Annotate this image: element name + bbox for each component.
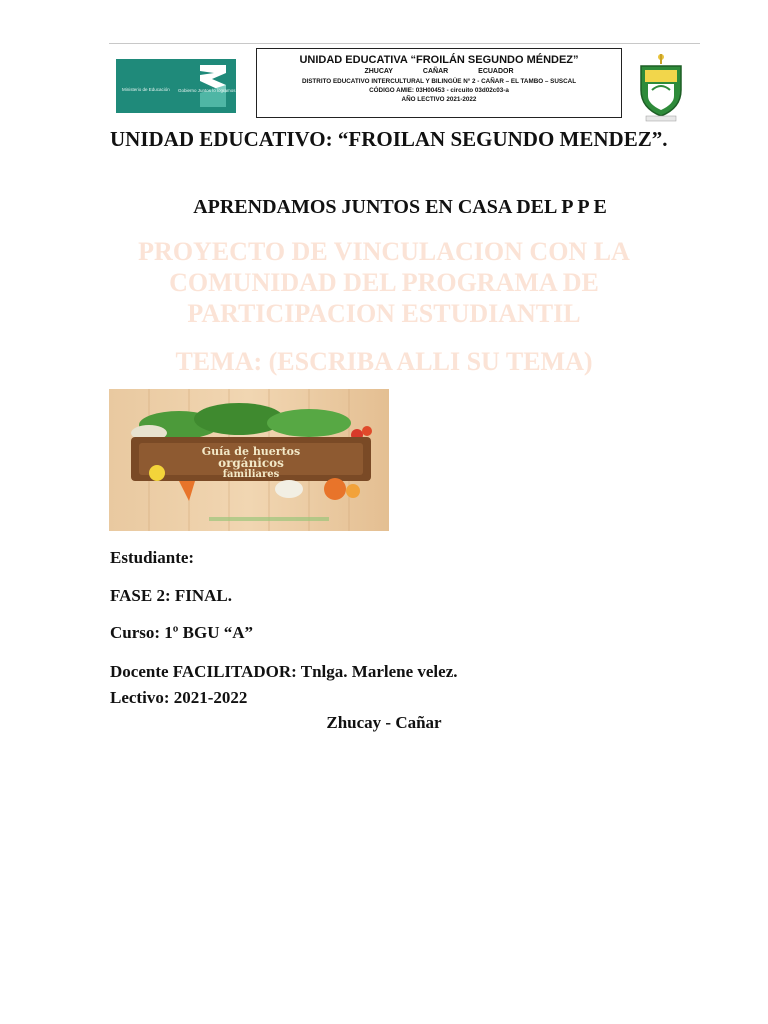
program-heading: APRENDAMOS JUNTOS EN CASA DEL P P E [193, 196, 607, 218]
location-text: Zhucay - Cañar [326, 713, 442, 732]
phase-label: FASE 2: FINAL. [110, 586, 232, 605]
course-label: Curso: 1º BGU “A” [110, 623, 254, 642]
place-ecuador: ECUADOR [478, 68, 514, 75]
ministry-logo-text: Ministerio de Educación [122, 87, 170, 92]
garden-image-line2: orgánicos [218, 456, 284, 470]
garden-guide-image [109, 389, 389, 531]
location-label [0, 713, 768, 733]
garden-image-line3: familiares [222, 469, 280, 480]
place-zhucay: ZHUCAY [364, 68, 393, 75]
school-place-row [257, 67, 621, 77]
theme-placeholder-faded: TEMA: (ESCRIBA ALLI SU TEMA) [175, 347, 593, 376]
place-canar: CAÑAR [422, 68, 449, 75]
school-year-label: Lectivo: 2021-2022 [110, 688, 248, 707]
school-year: AÑO LECTIVO 2021-2022 [401, 96, 477, 103]
top-rule [109, 43, 700, 44]
garden-image-line1: Guía de huertos [201, 445, 301, 458]
student-label: Estudiante: [110, 548, 195, 567]
school-crest-icon [636, 52, 686, 124]
project-title-faded: PROYECTO DE VINCULACION CON LA COMUNIDAD DEL PROGRAMA DE PARTICIPACION ESTUDIANTIL [138, 237, 630, 328]
school-title: UNIDAD EDUCATIVA “FROILÁN SEGUNDO MÉNDEZ” [299, 54, 579, 66]
school-code: CÓDIGO AMIE: 03H00453 - circuito 03d02c03-a [369, 87, 509, 94]
ministry-logo [116, 59, 236, 113]
ministry-chevron-icon [196, 63, 230, 109]
school-info-box [256, 48, 622, 118]
school-district: DISTRITO EDUCATIVO INTERCULTURAL Y BILINGÜE N° 2 - CAÑAR – EL TAMBO – SUSCAL [301, 78, 577, 85]
gov-logo-text: Gobierno Juntos lo logramos [178, 88, 236, 93]
teacher-label: Docente FACILITADOR: Tnlga. Marlene velez. [110, 662, 458, 681]
school-heading: UNIDAD EDUCATIVO: “FROILAN SEGUNDO MENDEZ”. [110, 127, 668, 151]
